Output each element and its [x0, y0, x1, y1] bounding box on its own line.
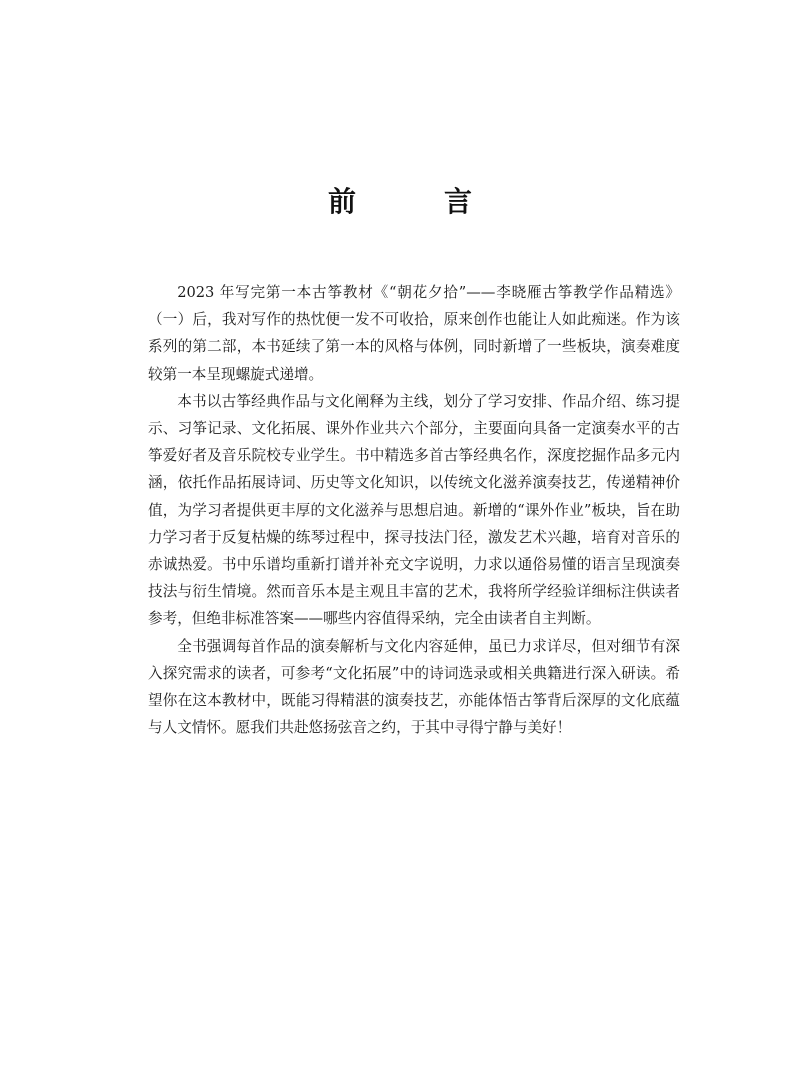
page-title: 前 言 [327, 185, 502, 218]
paragraph-1: 2023 年写完第一本古筝教材《“朝花夕拾”——李晓雁古筝教学作品精选》（一）后，我对写作的热忱便一发不可收拾，原来创作也能让人如此痴迷。作为该系列的第二部，本书延续了第一本的风格与体例，同时新增了一些板块，演奏难度较第一本呈现螺旋式递增。 [148, 284, 680, 383]
paragraph-2: 本书以古筝经典作品与文化阐释为主线，划分了学习安排、作品介绍、练习提示、习筝记录、文化拓展、课外作业共六个部分，主要面向具备一定演奏水平的古筝爱好者及音乐院校专业学生。书中精选多首古筝经典名作，深度挖掘作品多元内涵，依托作品拓展诗词、历史等文化知识，以传统文化滋养演奏技艺，传递精神价值，为学习者提供更丰厚的文化滋养与思想启迪。新增的“课外作业”板块，旨在助力学习者于反复枯燥的练琴过程中，探寻技法门径，激发艺术兴趣，培育对音乐的赤诚热爱。书中乐谱均重新打谱并补充文字说明，力求以通俗易懂的语言呈现演奏技法与衍生情境。然而音乐本是主观且丰富的艺术，我将所学经验详细标注供读者参考，但绝非标准答案——哪些内容值得采纳，完全由读者自主判断。 [148, 392, 680, 628]
preface-body [148, 279, 680, 741]
paragraph-3: 全书强调每首作品的演奏解析与文化内容延伸，虽已力求详尽，但对细节有深入探究需求的读者，可参考“文化拓展”中的诗词选录或相关典籍进行深入研读。希望你在这本教材中，既能习得精湛的演奏技艺，亦能体悟古筝背后深厚的文化底蕴与人文情怀。愿我们共赴悠扬弦音之约，于其中寻得宁静与美好！ [148, 637, 680, 737]
